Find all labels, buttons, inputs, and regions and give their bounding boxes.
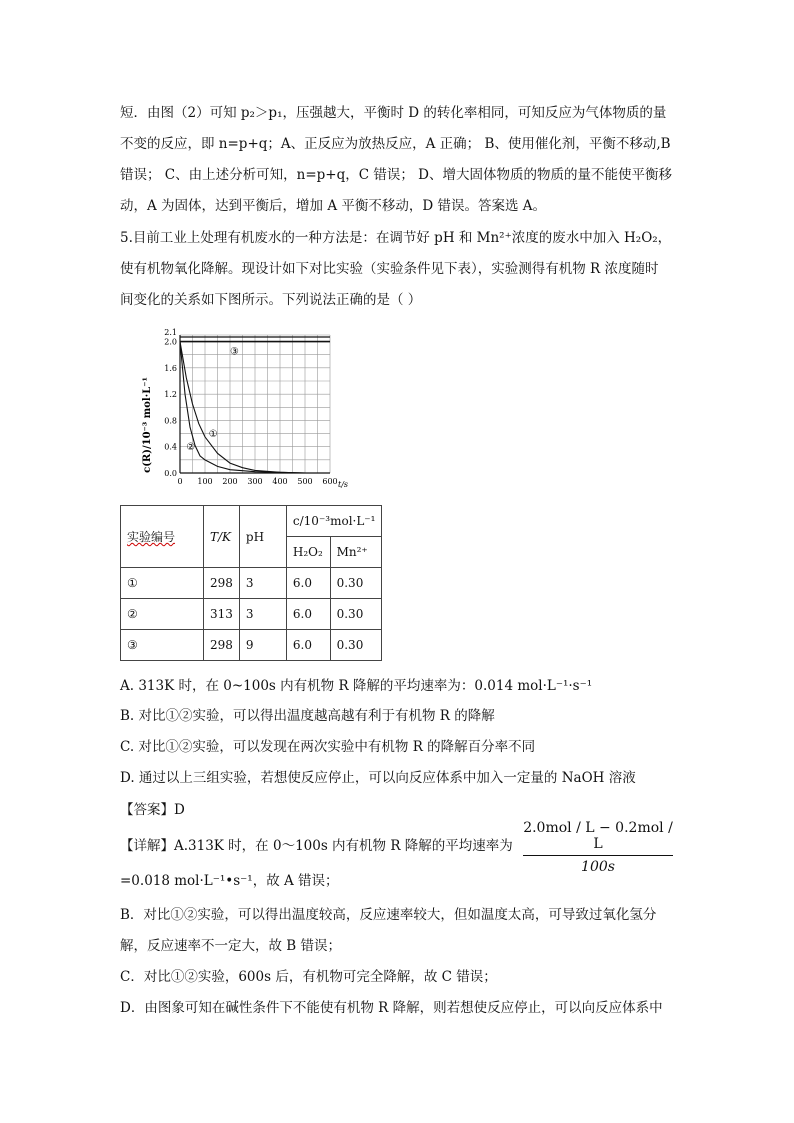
answer: 【答案】D [120,802,185,818]
y-tick-label: 1.6 [164,363,177,373]
question-line-2: 使有机物氧化降解。现设计如下对比实验（实验条件见下表），实验测得有机物 R 浓度随时 [120,261,659,277]
intro-line-3: 错误； C、由上述分析可知，n=p+q，C 错误； D、增大固体物质的物质的量不能使平衡移 [120,167,672,183]
concentration-chart [130,325,360,495]
explanation-b-line-2: 解，反应速率不一定大，故 B 错误； [120,938,342,954]
option-a: A. 313K 时，在 0~100s 内有机物 R 降解的平均速率为：0.014 mol·L⁻¹·s⁻¹ [120,678,593,694]
series-label: ③ [230,346,239,358]
chart-xlabel: t/s [338,480,349,489]
cell-id: ① [121,568,204,599]
header-h2o2: H₂O₂ [286,537,330,568]
y-tick-label: 0.8 [164,416,177,426]
table-row [121,630,382,661]
cell-T: 313 [204,599,240,630]
cell-T: 298 [204,630,240,661]
header-pH: pH [239,506,286,568]
table-row [121,568,382,599]
header-mn: Mn²⁺ [330,537,382,568]
cell-h2o2: 6.0 [286,568,330,599]
series-label: ① [208,428,218,440]
explanation-a-line-1: 【详解】A.313K 时，在 0～100s 内有机物 R 降解的平均速率为 [120,838,513,854]
question-line-1: 5.目前工业上处理有机废水的一种方法是：在调节好 pH 和 Mn²⁺浓度的废水中加入 H₂O₂， [120,230,672,246]
x-tick-label: 100 [197,477,213,486]
option-d: D. 通过以上三组实验，若想使反应停止，可以向反应体系中加入一定量的 NaOH 溶液 [120,770,636,786]
chart-ylabel: c(R)/10⁻³ mol·L⁻¹ [142,377,153,473]
cell-mn: 0.30 [330,599,382,630]
cell-T: 298 [204,568,240,599]
chart-grid [180,335,330,473]
cell-pH: 9 [239,630,286,661]
explanation-d-line: D．由图象可知在碱性条件下不能使有机物 R 降解，则若想使反应停止，可以向反应体系中 [120,1000,663,1016]
explanation-a-line-2: =0.018 mol·L⁻¹•s⁻¹，故 A 错误； [120,873,339,889]
fraction-numerator: 2.0mol / L − 0.2mol / L [523,820,673,856]
intro-line-2: 不变的反应，即 n=p+q；A、正反应为放热反应，A 正确； B、使用催化剂，平衡不移动,B [120,136,671,152]
x-tick-label: 600 [322,477,338,486]
y-tick-label: 0.0 [164,469,177,478]
header-c: c/10⁻³mol·L⁻¹ [286,506,382,537]
x-tick-label: 300 [247,477,263,486]
question-line-3: 间变化的关系如下图所示。下列说法正确的是（ ） [120,292,422,308]
x-tick-label: 400 [272,477,288,486]
y-tick-label: 1.2 [164,390,177,400]
cell-mn: 0.30 [330,630,382,661]
cell-id: ② [121,599,204,630]
y-tick-label: 0.4 [164,442,177,452]
header-T: T/K [204,506,240,568]
intro-line-4: 动，A 为固体，达到平衡后，增加 A 平衡不移动，D 错误。答案选 A。 [120,198,547,214]
cell-pH: 3 [239,599,286,630]
option-b: B. 对比①②实验，可以得出温度越高越有利于有机物 R 的降解 [120,708,495,724]
explanation-c-line: C．对比①②实验，600s 后，有机物可完全降解，故 C 错误； [120,969,497,985]
header-id: 实验编号 [121,506,204,568]
explanation-b-line-1: B．对比①②实验，可以得出温度较高，反应速率较大，但如温度太高，可导致过氧化氢分 [120,907,657,923]
x-tick-label: 200 [222,477,238,486]
option-c: C. 对比①②实验，可以发现在两次实验中有机物 R 的降解百分率不同 [120,739,536,755]
cell-pH: 3 [239,568,286,599]
cell-id: ③ [121,630,204,661]
x-tick-label: 0 [177,477,183,486]
intro-line-1: 短．由图（2）可知 p₂＞p₁，压强越大，平衡时 D 的转化率相同，可知反应为气体物质的量 [120,105,667,121]
y-tick-label: 2.1 [164,328,177,337]
x-tick-label: 500 [297,477,313,486]
table-row [121,599,382,630]
series-label: ② [186,442,196,453]
experiment-table [120,505,382,661]
cell-h2o2: 6.0 [286,599,330,630]
y-tick-label: 2.0 [164,337,177,347]
fraction-denominator: 100s [581,859,615,875]
cell-h2o2: 6.0 [286,630,330,661]
cell-mn: 0.30 [330,568,382,599]
rate-fraction [523,820,673,875]
